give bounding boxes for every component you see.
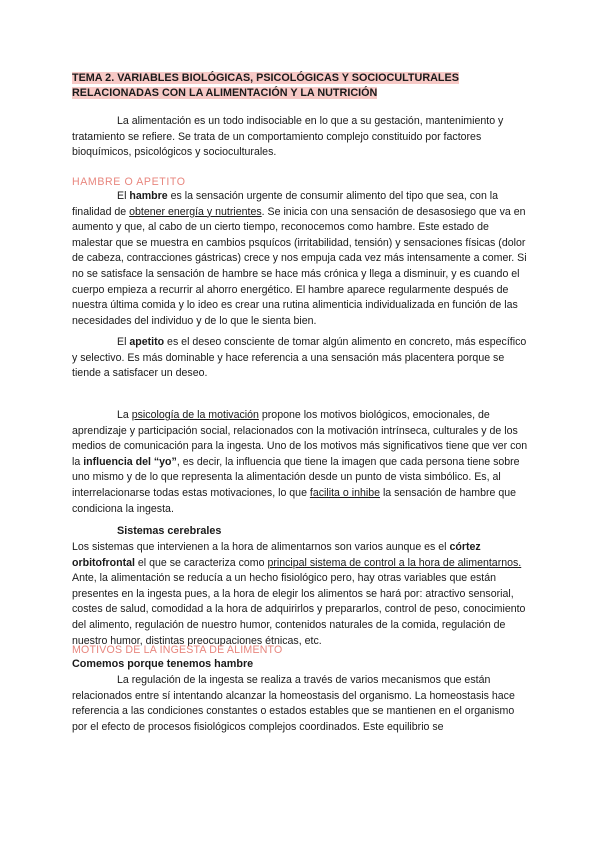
apetito-paragraph: El apetito es el deseo consciente de tomar algún alimento en concreto, más específico y selectivo. Es más dominable y hace referencia a una sensación más placentera porque se tiende a satisfacer un deseo. bbox=[72, 336, 527, 380]
underlined-principal: principal sistema de control a la hora de alimentarnos. bbox=[267, 556, 522, 569]
subheading-sistemas: Sistemas cerebrales bbox=[117, 525, 222, 537]
sistemas-paragraph: Los sistemas que intervienen a la hora de alimentarnos son varios aunque es el córtez orbitofrontal el que se caracteriza como principal sistema de control a la hora de alimentarnos. Ante, la alimentación se reducía a un hecho fisiológico pero, hay otras variables que están presentes en la ingesta pues, a la hora de elegir los alimentos se hará por: atractivo sensorial, costes de salud, comodidad a la hora de adquirirlos y prepararlos, control de peso, conocimiento del alimento, regulación de nuestro humor, contenidos naturales de la comida, regulación de nuestro humor, distintas preocupaciones étnicas, etc. bbox=[72, 541, 526, 647]
section-heading-hambre: HAMBRE O APETITO bbox=[72, 176, 186, 188]
hambre-paragraph: El hambre es la sensación urgente de consumir alimento del tipo que sea, con la finalidad de obtener energía y nutrientes. Se inicia con una sensación de desasosiego que va en aumento y que, al cabo de un cierto tiempo, reconocemos como hambre. Este estado de malestar que se muestra en cambios psquícos (irritabilidad, tensión) y sensaciones físicas (dolor de cabeza, contracciones gástricas) crece y nos empuja cada vez más intensamente a comer. Si no se satisface la sensación de hambre se hace más crónica y llega a disminuir, y es cuando el cuerpo empieza a recurrir al ahorro energético. El hambre aparece regularmente después de nuestra última comida y lo ideo es crear una rutina alimenticia individualizada en función de las necesidades del individuo y de lo que le sienta bien. bbox=[72, 190, 527, 327]
underlined-energia: obtener energía y nutrientes bbox=[129, 205, 262, 218]
section-heading-motivos: MOTIVOS DE LA INGESTA DE ALIMENTO bbox=[72, 644, 283, 656]
underlined-facilita: facilita o inhibe bbox=[309, 486, 380, 499]
term-influencia-yo: influencia del “yo” bbox=[83, 455, 177, 468]
intro-paragraph: La alimentación es un todo indisociable en lo que a su gestación, mantenimiento y tratamiento se refiere. Se trata de un comportamiento complejo constituido por factores bioquímicos, psicológicos y socioculturales. bbox=[72, 115, 504, 159]
title-line-2: RELACIONADAS CON LA ALIMENTACIÓN Y LA NUTRICIÓN bbox=[72, 86, 378, 99]
underlined-psicologia: psicología de la motivación bbox=[131, 409, 259, 421]
subheading-comemos: Comemos porque tenemos hambre bbox=[72, 658, 254, 670]
term-hambre: hambre bbox=[129, 190, 168, 202]
motivacion-paragraph: La psicología de la motivación propone los motivos biológicos, emocionales, de aprendizaje y participación social, relacionados con la motivación intrínseca, culturales y de los medios de comunicación para la ingesta. Uno de los motivos más significativos tiene que ver con la influencia del “yo”, es decir, la influencia que tiene la imagen que cada persona tiene sobre uno mismo y de lo que representa la alimentación desde un punto de vista simbólico. Es, al interrelacionarse todas estas motivaciones, lo que facilita o inhibe la sensación de hambre que condiciona la ingesta. bbox=[72, 409, 528, 515]
motivos-paragraph: La regulación de la ingesta se realiza a través de varios mecanismos que están relacionados entre sí intentando alcanzar la homeostasis del organismo. La homeostasis hace referencia a las condiciones constantes o estados estables que se mantienen en el organismo por el efecto de procesos fisiológicos complejos coordinados. Este equilibrio se bbox=[72, 674, 515, 733]
title-line-1: TEMA 2. VARIABLES BIOLÓGICAS, PSICOLÓGICAS Y SOCIOCULTURALES bbox=[72, 72, 459, 84]
term-cortez: córtez orbitofrontal bbox=[72, 541, 481, 569]
term-apetito: apetito bbox=[129, 336, 165, 348]
page-title bbox=[72, 71, 532, 100]
